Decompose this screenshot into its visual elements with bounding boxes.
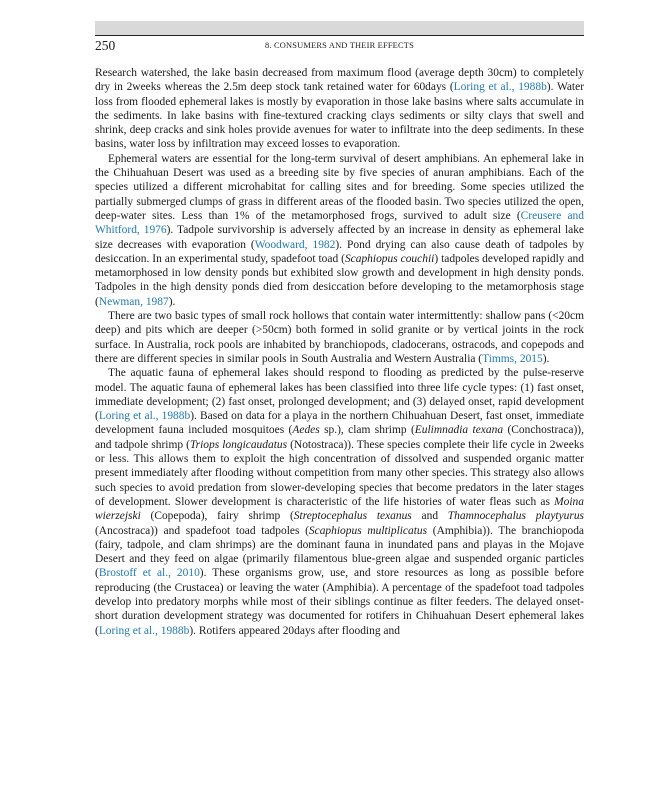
text-run: ). Rotifers appeared 20days after flooding and <box>189 624 400 637</box>
running-head: 8. CONSUMERS AND THEIR EFFECTS <box>265 41 414 50</box>
citation-link[interactable]: Loring et al., 1988b <box>453 81 547 94</box>
text-run: There are two basic types of small rock hollows that contain water intermittently: shallow pans (<20cm deep) and pits which are deeper (>50cm) both formed in solid granite or by vertical joints in the rock surface. In Australia, rock pools are inhabited by branchiopods, cladocerans, ostracods, and copepods and there are different species in similar pools in South Australia and Western Australia ( <box>95 310 584 365</box>
citation-link[interactable]: Brostoff et al., 2010 <box>98 567 200 580</box>
species-name: Eulimnadia texana <box>414 424 504 437</box>
citation-link[interactable]: Loring et al., 1988b <box>98 624 190 637</box>
text-run: (Amphibia)). The branchiopoda (fairy, tadpole, and clam shrimps) are the dominant fauna in inundated pans and playas in the Mojave Desert and they feed on algae (primarily filamentous blue-green algae and suspended organic particles ( <box>95 524 584 580</box>
species-name: Streptocephalus texanus <box>293 510 412 523</box>
text-run: (Ancostraca)) and spadefoot toad tadpoles ( <box>95 524 309 537</box>
top-band <box>95 21 584 35</box>
paragraph <box>95 366 584 638</box>
species-name: Scaphiopus multiplicatus <box>308 524 428 537</box>
text-run: ). Tadpole survivorship is adversely affected by an increase in density as ephemeral lake size decreases with evaporation ( <box>95 224 584 251</box>
body-text <box>95 66 584 638</box>
citation-link[interactable]: Creusere and Whitford, 1976 <box>95 209 584 237</box>
species-name: Scaphiopus couchii <box>344 252 435 265</box>
text-run: ). <box>542 352 550 365</box>
species-name: Moina wierzejski <box>95 495 584 523</box>
text-run: Ephemeral waters are essential for the long-term survival of desert amphibians. An ephemeral lake in the Chihuahuan Desert was used as a breeding site by five species of anuran amphibians. Each of the species utilized a different microhabitat for calling sites and for breeding. Some species utilized the partially submerged clumps of grass in different areas of the flooded basin. Two species utilized the open, deep-water sites. Less than 1% of the metamorphosed frogs, survived to adult size ( <box>95 152 584 222</box>
text-run: ). Water loss from flooded ephemeral lakes is mostly by evaporation in those lake basins where salts accumulate in the sediments. In lake basins with fine-textured cracking clays sediments or silty clays that swell and shrink, deep cracks and sink holes provide avenues for water to infiltrate into the deep sediments. In these basins, water loss by infiltration may exceed losses to evaporation. <box>95 81 584 151</box>
page-number: 250 <box>95 38 116 53</box>
text-run: ). Pond drying can also cause death of tadpoles by desiccation. In an experimental study, spadefoot toad ( <box>95 238 584 265</box>
species-name: Thamnocephalus playtyurus <box>447 510 584 523</box>
text-run: ). Based on data for a playa in the northern Chihuahuan Desert, fast onset, immediate development fauna included mosquitoes ( <box>95 410 584 437</box>
text-run: sp.), clam shrimp ( <box>319 424 415 437</box>
text-run: The aquatic fauna of ephemeral lakes should respond to flooding as predicted by the pulse-reserve model. The aquatic fauna of ephemeral lakes has been classified into three life cycle types: (1) fast onset, immediate development; (2) fast onset, prolonged development; and (3) delayed onset, rapid development ( <box>95 367 584 423</box>
paragraph <box>95 309 584 366</box>
paragraph <box>95 152 584 309</box>
text-run: ). These organisms grow, use, and store resources as long as possible before reproducing (the Crustacea) or leaving the water (Amphibia). A percentage of the spadefoot toad tadpoles develop into predatory morphs while most of their siblings continue as filter feeders. The delayed onset-short duration development strategy was documented for rotifers in Chihuahuan Desert ephemeral lakes ( <box>95 567 584 637</box>
citation-link[interactable]: Loring et al., 1988b <box>98 410 191 423</box>
citation-link[interactable]: Woodward, 1982 <box>254 238 336 251</box>
species-name: Triops longicaudatus <box>189 438 288 451</box>
text-run: and <box>411 510 448 523</box>
species-name: Aedes <box>292 424 320 437</box>
page-header <box>95 35 584 54</box>
text-run: ). <box>168 295 176 308</box>
citation-link[interactable]: Timms, 2015 <box>482 352 543 365</box>
paragraph <box>95 66 584 152</box>
text-run: Research watershed, the lake basin decreased from maximum flood (average depth 30cm) to completely dry in 2weeks whereas the 2.5m deep stock tank retained water for 60days ( <box>95 67 584 94</box>
text-run: (Copepoda), fairy shrimp ( <box>140 510 294 523</box>
text-run: (Conchostraca)), and tadpole shrimp ( <box>95 424 584 451</box>
text-run: (Notostraca)). These species complete their life cycle in 2weeks or less. This allows them to exploit the high concentration of dissolved and suspended organic matter present immediately after flooding without competition from many other species. This strategy also allows such species to avoid predation from slower-developing species that become predators in the later stages of development. Slower development is characteristic of the life histories of water fleas such as <box>95 438 584 508</box>
text-run: ) tadpoles developed rapidly and metamorphosed in low density ponds but exhibited slow growth and development in high density ponds. Tadpoles in the high density ponds died from desiccation before developing to the metamorphosis stage ( <box>95 252 584 308</box>
citation-link[interactable]: Newman, 1987 <box>98 295 169 308</box>
